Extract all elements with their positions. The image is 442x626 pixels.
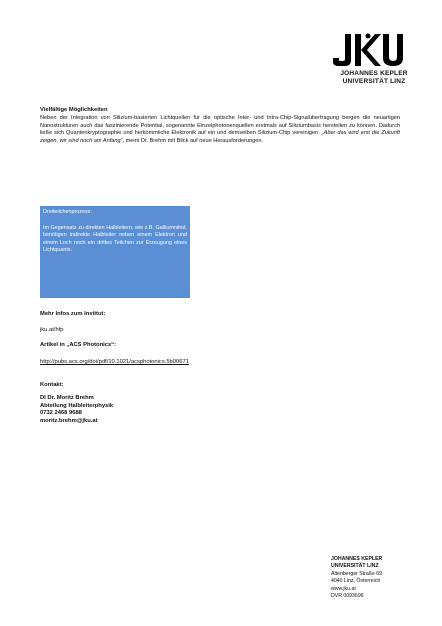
contact-department: Abteilung Halbleiterphysik (40, 402, 114, 409)
footer-name-line2: UNIVERSITÄT LINZ (331, 563, 379, 570)
contact-phone: 0732 2468 9688 (40, 410, 82, 417)
institute-link[interactable]: jku.at/hfp (40, 327, 64, 333)
article-link[interactable]: http://pubs.acs.org/doi/pdf/10.1021/acsphotonics.5b00671 (40, 359, 189, 365)
jku-logo (331, 32, 403, 68)
footer-address (331, 556, 382, 600)
footer-street: Altenberger Straße 69 (331, 570, 383, 577)
logo-name-line2: UNIVERSITÄT LINZ (342, 78, 406, 85)
footer-dvr: DVR 0093696 (331, 593, 364, 600)
info-box-text: Im Gegensatz zu direkten Halbleitern, wie z.B. Galliumnitrid, benötigen indirekte Halbleiter neben einem Elektron und einem Loch noch ein drittes Teilchen zur Erzeugung eines Lichtquants. (43, 224, 187, 254)
contact-block (40, 395, 113, 425)
intro-quote: „Aber das wird erst die Zukunft zeigen, wir sind noch am Anfang“ (40, 130, 400, 144)
intro-paragraph (40, 115, 400, 145)
intro-text-end: , meint Dr. Brehm mit Blick auf neue Herausforderungen. (122, 137, 264, 144)
footer-web[interactable]: www.jku.at (331, 585, 356, 592)
more-info-label: Mehr Infos zum Institut: (40, 311, 106, 317)
logo-name-line1: JOHANNES KEPLER (340, 70, 408, 77)
logo-name (334, 70, 414, 86)
contact-name: DI Dr. Moritz Brehm (40, 395, 94, 401)
info-box (40, 206, 190, 298)
article-ref-label: Artikel in „ACS Photonics“: (40, 342, 117, 348)
contact-email[interactable]: moritz.brehm@jku.at (40, 417, 98, 424)
footer-name-line1: JOHANNES KEPLER (331, 556, 383, 562)
info-box-title: Dreiteilchenprozess: (43, 209, 92, 215)
contact-label: Kontakt: (40, 382, 64, 388)
footer-city: 4040 Linz, Österreich (331, 578, 381, 585)
section-heading: Vielfältige Möglichkeiten (40, 107, 108, 113)
intro-text-start: Neben der Integration von Silizium-basierten Lichtquellen für die optische Inter- und Intra-Chip-Signalübertragung bergen die neuartigen Nanostrukturen auch das faszinierende Potential, sogenannte Einzelphotonenquellen erstmals auf Siliziumbasis herstellen zu können. Dadurch ließe sich Quantenkryptographie und herkömmliche Elektronik auf ein und demselben Silizium-Chip vereinigen. (40, 115, 400, 137)
